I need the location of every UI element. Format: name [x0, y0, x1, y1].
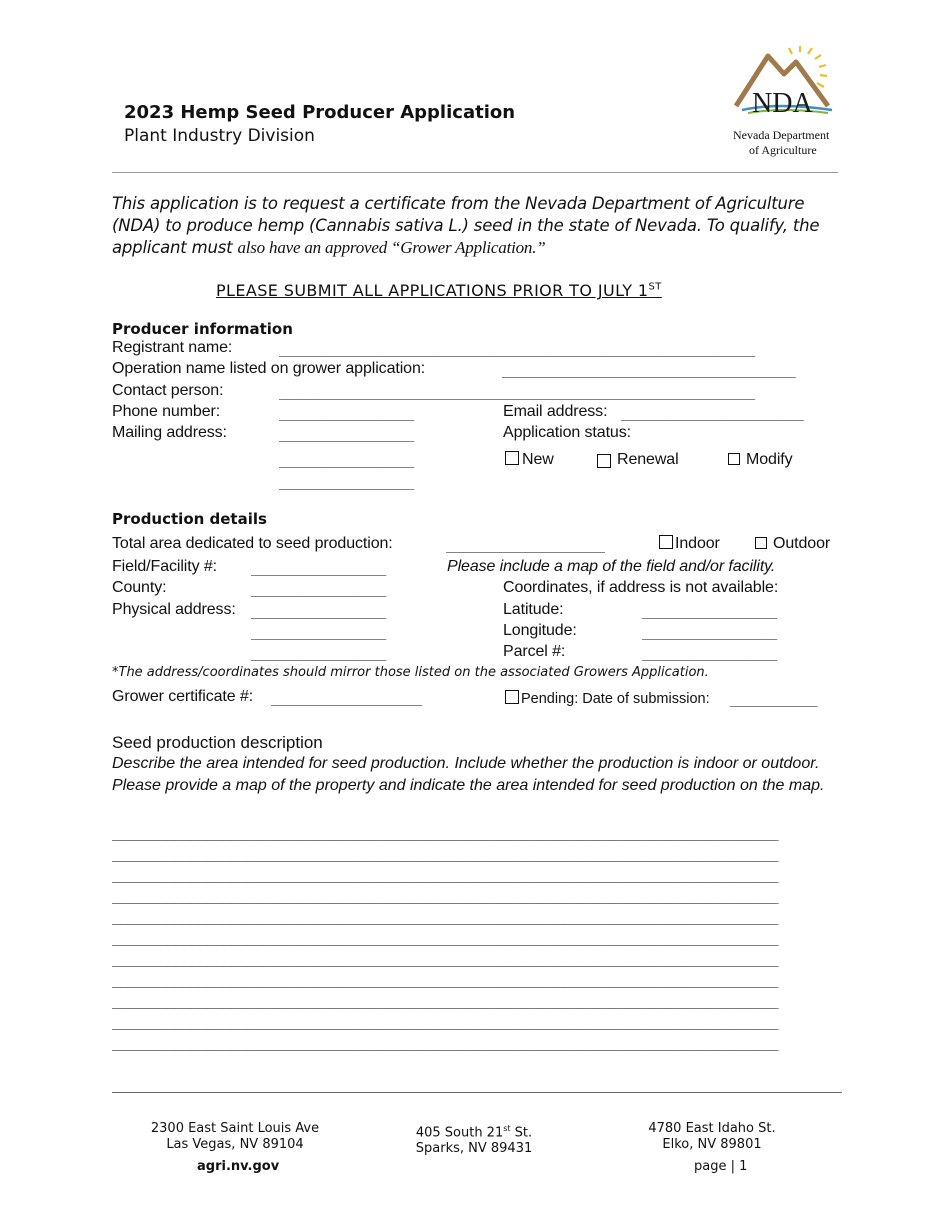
grower-cert-field[interactable]: ___________________ [271, 690, 422, 706]
grower-cert-label: Grower certificate #: [112, 688, 254, 705]
logo-line1: Nevada Department [733, 128, 830, 142]
description-line: ____________________________________________________________________________________ [112, 1035, 779, 1051]
seed-description-lines[interactable] [112, 823, 839, 1054]
registrant-name-field[interactable]: ____________________________________________________________ [279, 341, 755, 357]
producer-info-heading: Producer information [112, 320, 293, 338]
total-area-field[interactable]: ____________________ [446, 537, 605, 553]
intro-text-serif: also have an approved “Grower Application.” [237, 238, 546, 257]
description-line: ____________________________________________________________________________________ [112, 888, 779, 904]
parcel-field[interactable]: _________________ [642, 645, 777, 661]
checkbox-pending[interactable] [505, 690, 519, 704]
parcel-label: Parcel #: [503, 643, 566, 660]
description-line: ____________________________________________________________________________________ [112, 972, 779, 988]
status-renewal-option[interactable]: Renewal [597, 451, 679, 469]
status-modify-option[interactable]: Modify [728, 451, 793, 469]
nda-logo [728, 44, 843, 159]
mailing-address-field-1[interactable]: _________________ [279, 426, 414, 442]
footer-address-sparks [374, 1121, 574, 1157]
logo-line2: of Agriculture [749, 143, 817, 157]
checkbox-indoor[interactable] [659, 535, 673, 549]
outdoor-option[interactable]: Outdoor [755, 535, 830, 553]
description-line: ____________________________________________________________________________________ [112, 993, 779, 1009]
map-note: Please include a map of the field and/or facility. [447, 558, 776, 575]
county-label: County: [112, 579, 167, 596]
address-line: 2300 East Saint Louis Ave [150, 1121, 320, 1136]
description-line: ____________________________________________________________________________________ [112, 930, 779, 946]
phone-label: Phone number: [112, 403, 221, 420]
submission-deadline-banner: PLEASE SUBMIT ALL APPLICATIONS PRIOR TO JULY 1ST [216, 281, 662, 300]
address-line: 405 South 21st St. [415, 1124, 533, 1141]
latitude-field[interactable]: _________________ [642, 603, 777, 619]
checkbox-outdoor[interactable] [755, 537, 767, 549]
longitude-label: Longitude: [503, 622, 577, 639]
seed-description-instructions: Describe the area intended for seed production. Include whether the production is indoor or outdoor. Please provide a map of the property and indicate the area intended for seed production on the map. [112, 755, 825, 794]
mailing-address-label: Mailing address: [112, 424, 227, 441]
status-new-option[interactable]: New [505, 451, 554, 469]
page-number: page | 1 [694, 1159, 748, 1174]
email-label: Email address: [503, 403, 608, 420]
division-subtitle: Plant Industry Division [124, 126, 315, 146]
field-facility-label: Field/Facility #: [112, 558, 217, 575]
logo-abbr: NDA [752, 88, 813, 119]
checkbox-renewal[interactable] [597, 454, 611, 468]
operation-name-label: Operation name listed on grower application: [112, 360, 426, 377]
contact-person-field[interactable]: ____________________________________________________________ [279, 384, 755, 400]
checkbox-modify[interactable] [728, 453, 740, 465]
indoor-option[interactable]: Indoor [659, 535, 720, 553]
physical-address-field-3[interactable]: _________________ [251, 645, 386, 661]
intro-paragraph [112, 193, 842, 259]
description-line: ____________________________________________________________________________________ [112, 909, 779, 925]
coordinates-note: Coordinates, if address is not available: [503, 579, 779, 596]
description-line: ____________________________________________________________________________________ [112, 846, 779, 862]
address-line: Elko, NV 89801 [662, 1137, 762, 1152]
registrant-name-label: Registrant name: [112, 339, 233, 356]
physical-address-label: Physical address: [112, 601, 236, 618]
header-divider [112, 172, 838, 173]
contact-person-label: Contact person: [112, 382, 224, 399]
address-line: Las Vegas, NV 89104 [166, 1137, 304, 1152]
footer-address-las-vegas [135, 1121, 335, 1153]
document-title: 2023 Hemp Seed Producer Application [124, 102, 516, 123]
pending-date-field[interactable]: ___________ [730, 691, 818, 707]
checkbox-new[interactable] [505, 451, 519, 465]
description-line: ____________________________________________________________________________________ [112, 825, 779, 841]
field-facility-field[interactable]: _________________ [251, 560, 386, 576]
application-status-label: Application status: [503, 424, 631, 441]
description-line: ____________________________________________________________________________________ [112, 951, 779, 967]
email-field[interactable]: _______________________ [621, 405, 804, 421]
mailing-address-field-3[interactable]: _________________ [279, 474, 414, 490]
address-line: Sparks, NV 89431 [415, 1141, 533, 1157]
production-details-heading: Production details [112, 510, 267, 528]
footer-address-elko [612, 1121, 812, 1153]
mirror-address-note: *The address/coordinates should mirror those listed on the associated Growers Application. [112, 665, 709, 680]
physical-address-field-2[interactable]: _________________ [251, 624, 386, 640]
phone-field[interactable]: _________________ [279, 405, 414, 421]
description-line: ____________________________________________________________________________________ [112, 867, 779, 883]
operation-name-field[interactable]: _____________________________________ [502, 362, 796, 378]
mailing-address-field-2[interactable]: _________________ [279, 452, 414, 468]
website-link[interactable]: agri.nv.gov [197, 1159, 280, 1174]
description-line: ____________________________________________________________________________________ [112, 1014, 779, 1030]
physical-address-field-1[interactable]: _________________ [251, 603, 386, 619]
intro-text: This application is to request a certificate from the Nevada Department of Agriculture (NDA) to produce hemp (Cannabis sativa L.) seed in the state of Nevada. To qualify, the applicant must [112, 194, 820, 257]
county-field[interactable]: _________________ [251, 581, 386, 597]
address-line: 4780 East Idaho St. [648, 1121, 776, 1136]
footer-divider [112, 1092, 842, 1093]
seed-description-heading: Seed production description [112, 733, 323, 752]
total-area-label: Total area dedicated to seed production: [112, 535, 393, 552]
pending-option[interactable]: Pending: Date of submission: [505, 690, 710, 707]
longitude-field[interactable]: _________________ [642, 624, 777, 640]
latitude-label: Latitude: [503, 601, 564, 618]
